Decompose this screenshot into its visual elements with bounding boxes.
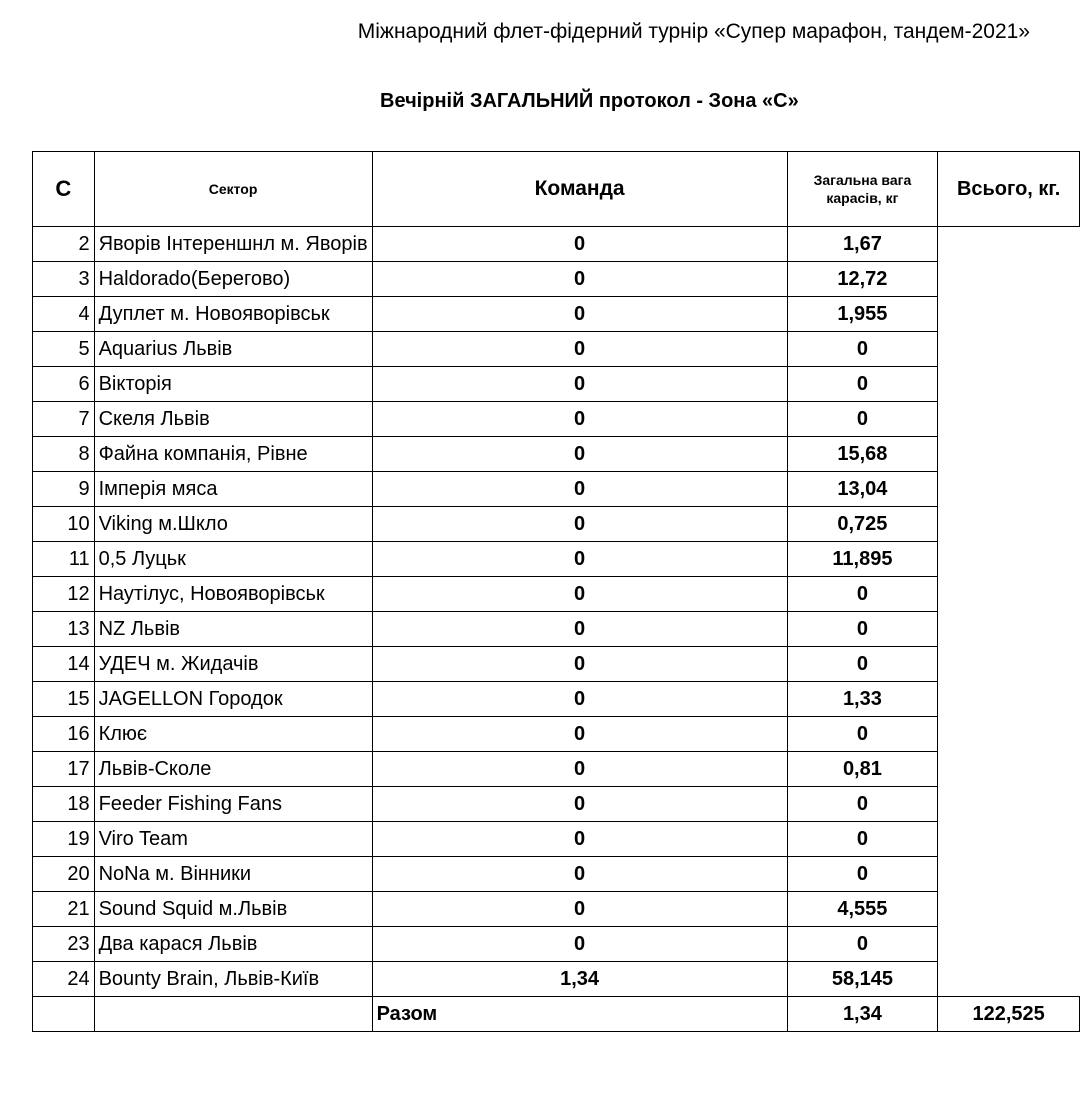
weight-cell: 0 bbox=[372, 262, 787, 297]
weight-cell: 0 bbox=[372, 927, 787, 962]
total-cell: 0 bbox=[787, 647, 938, 682]
zone-label: С bbox=[33, 152, 95, 227]
table-row bbox=[33, 367, 1080, 402]
team-cell: Haldorado(Берегово) bbox=[94, 262, 372, 297]
team-cell: NoNa м. Вінники bbox=[94, 857, 372, 892]
sector-cell: 24 bbox=[33, 962, 95, 997]
total-cell: 0 bbox=[787, 717, 938, 752]
table-row bbox=[33, 332, 1080, 367]
table-row bbox=[33, 962, 1080, 997]
header-team: Команда bbox=[372, 152, 787, 227]
table-header-row bbox=[33, 152, 1080, 227]
sector-cell: 18 bbox=[33, 787, 95, 822]
table-row bbox=[33, 402, 1080, 437]
weight-cell: 0 bbox=[372, 507, 787, 542]
table-row bbox=[33, 822, 1080, 857]
team-cell: Файна компанія, Рівне bbox=[94, 437, 372, 472]
table-body bbox=[33, 227, 1080, 997]
sector-cell: 4 bbox=[33, 297, 95, 332]
header-weight: Загальна вага карасів, кг bbox=[787, 152, 938, 227]
total-cell: 0 bbox=[787, 857, 938, 892]
protocol-subtitle: Вечірній ЗАГАЛЬНИЙ протокол - Зона «С» bbox=[380, 90, 799, 112]
weight-cell: 0 bbox=[372, 437, 787, 472]
weight-cell: 0 bbox=[372, 647, 787, 682]
weight-cell: 0 bbox=[372, 367, 787, 402]
total-cell: 58,145 bbox=[787, 962, 938, 997]
table-row bbox=[33, 892, 1080, 927]
table-row bbox=[33, 507, 1080, 542]
team-cell: УДЕЧ м. Жидачів bbox=[94, 647, 372, 682]
sector-cell: 13 bbox=[33, 612, 95, 647]
sector-cell: 16 bbox=[33, 717, 95, 752]
team-cell: Feeder Fishing Fans bbox=[94, 787, 372, 822]
total-cell: 13,04 bbox=[787, 472, 938, 507]
table-row bbox=[33, 542, 1080, 577]
weight-cell: 0 bbox=[372, 577, 787, 612]
table-row bbox=[33, 927, 1080, 962]
total-cell: 0,725 bbox=[787, 507, 938, 542]
weight-cell: 0 bbox=[372, 857, 787, 892]
sector-cell: 7 bbox=[33, 402, 95, 437]
table-row bbox=[33, 787, 1080, 822]
table-row bbox=[33, 612, 1080, 647]
table-row bbox=[33, 752, 1080, 787]
sector-cell: 6 bbox=[33, 367, 95, 402]
weight-cell: 1,34 bbox=[372, 962, 787, 997]
weight-cell: 0 bbox=[372, 402, 787, 437]
total-cell: 0 bbox=[787, 927, 938, 962]
total-sum: 122,525 bbox=[938, 997, 1080, 1032]
table-row bbox=[33, 647, 1080, 682]
header-total: Всього, кг. bbox=[938, 152, 1080, 227]
sector-cell: 19 bbox=[33, 822, 95, 857]
weight-cell: 0 bbox=[372, 892, 787, 927]
total-cell: 1,33 bbox=[787, 682, 938, 717]
total-cell: 0 bbox=[787, 577, 938, 612]
team-cell: Львів-Сколе bbox=[94, 752, 372, 787]
total-empty-zone bbox=[33, 997, 95, 1032]
sector-cell: 9 bbox=[33, 472, 95, 507]
weight-cell: 0 bbox=[372, 682, 787, 717]
weight-cell: 0 bbox=[372, 227, 787, 262]
total-cell: 12,72 bbox=[787, 262, 938, 297]
team-cell: NZ Львів bbox=[94, 612, 372, 647]
total-cell: 0 bbox=[787, 612, 938, 647]
team-cell: Viking м.Шкло bbox=[94, 507, 372, 542]
table-row bbox=[33, 682, 1080, 717]
team-cell: 0,5 Луцьк bbox=[94, 542, 372, 577]
total-weight: 1,34 bbox=[787, 997, 938, 1032]
weight-cell: 0 bbox=[372, 332, 787, 367]
weight-cell: 0 bbox=[372, 472, 787, 507]
table-row bbox=[33, 472, 1080, 507]
sector-cell: 3 bbox=[33, 262, 95, 297]
weight-cell: 0 bbox=[372, 297, 787, 332]
table-row bbox=[33, 717, 1080, 752]
total-cell: 11,895 bbox=[787, 542, 938, 577]
weight-cell: 0 bbox=[372, 717, 787, 752]
total-cell: 15,68 bbox=[787, 437, 938, 472]
total-cell: 0,81 bbox=[787, 752, 938, 787]
weight-cell: 0 bbox=[372, 787, 787, 822]
team-cell: Дуплет м. Новояворівськ bbox=[94, 297, 372, 332]
team-cell: JAGELLON Городок bbox=[94, 682, 372, 717]
sector-cell: 12 bbox=[33, 577, 95, 612]
sector-cell: 17 bbox=[33, 752, 95, 787]
sector-cell: 11 bbox=[33, 542, 95, 577]
total-row bbox=[33, 997, 1080, 1032]
team-cell: Viro Team bbox=[94, 822, 372, 857]
sector-cell: 10 bbox=[33, 507, 95, 542]
team-cell: Bounty Brain, Львів-Київ bbox=[94, 962, 372, 997]
team-cell: Aquarius Львів bbox=[94, 332, 372, 367]
weight-cell: 0 bbox=[372, 822, 787, 857]
total-cell: 0 bbox=[787, 332, 938, 367]
total-cell: 1,955 bbox=[787, 297, 938, 332]
table-row bbox=[33, 437, 1080, 472]
sector-cell: 5 bbox=[33, 332, 95, 367]
team-cell: Sound Squid м.Львів bbox=[94, 892, 372, 927]
total-cell: 0 bbox=[787, 822, 938, 857]
weight-cell: 0 bbox=[372, 752, 787, 787]
team-cell: Скеля Львів bbox=[94, 402, 372, 437]
table-row bbox=[33, 297, 1080, 332]
sector-cell: 2 bbox=[33, 227, 95, 262]
table-row bbox=[33, 857, 1080, 892]
total-empty-sector bbox=[94, 997, 372, 1032]
table-row bbox=[33, 227, 1080, 262]
team-cell: Вікторія bbox=[94, 367, 372, 402]
team-cell: Клює bbox=[94, 717, 372, 752]
team-cell: Два карася Львів bbox=[94, 927, 372, 962]
team-cell: Імперія мяса bbox=[94, 472, 372, 507]
total-cell: 4,555 bbox=[787, 892, 938, 927]
total-cell: 0 bbox=[787, 367, 938, 402]
table-row bbox=[33, 577, 1080, 612]
results-table bbox=[32, 151, 1080, 1032]
sector-cell: 15 bbox=[33, 682, 95, 717]
sector-cell: 21 bbox=[33, 892, 95, 927]
sector-cell: 23 bbox=[33, 927, 95, 962]
sector-cell: 14 bbox=[33, 647, 95, 682]
total-cell: 0 bbox=[787, 787, 938, 822]
total-cell: 1,67 bbox=[787, 227, 938, 262]
header-sector: Сектор bbox=[94, 152, 372, 227]
sector-cell: 20 bbox=[33, 857, 95, 892]
total-cell: 0 bbox=[787, 402, 938, 437]
weight-cell: 0 bbox=[372, 542, 787, 577]
team-cell: Яворів Інтереншнл м. Яворів bbox=[94, 227, 372, 262]
total-label: Разом bbox=[372, 997, 787, 1032]
document-title: Міжнародний флет-фідерний турнір «Супер марафон, тандем-2021» bbox=[357, 20, 1030, 43]
team-cell: Наутілус, Новояворівськ bbox=[94, 577, 372, 612]
weight-cell: 0 bbox=[372, 612, 787, 647]
table-row bbox=[33, 262, 1080, 297]
sector-cell: 8 bbox=[33, 437, 95, 472]
